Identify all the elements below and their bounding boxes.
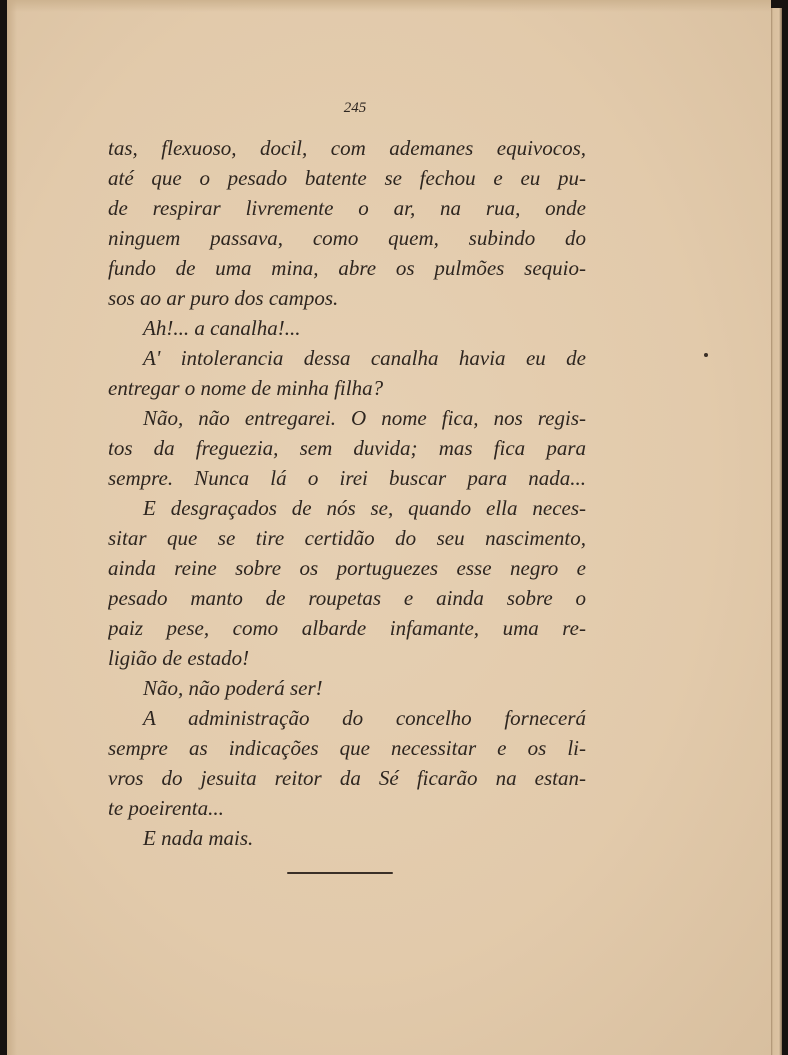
manuscript-line: sempre as indicações que necessitar e os li- — [108, 736, 586, 760]
manuscript-line: ninguem passava, como quem, subindo do — [108, 226, 586, 250]
manuscript-line: Ah!... a canalha!... — [143, 316, 301, 340]
manuscript-line: de respirar livremente o ar, na rua, onde — [108, 196, 586, 220]
manuscript-line: até que o pesado batente se fechou e eu pu- — [108, 166, 586, 190]
ink-speck — [704, 353, 708, 357]
manuscript-line: te poeirenta... — [108, 796, 224, 820]
manuscript-line: E desgraçados de nós se, quando ella neces- — [143, 496, 586, 520]
closing-divider-line — [287, 872, 393, 874]
manuscript-line: vros do jesuita reitor da Sé ficarão na estan- — [108, 766, 586, 790]
manuscript-line: entregar o nome de minha filha? — [108, 376, 384, 400]
manuscript-line: paiz pese, como albarde infamante, uma re- — [108, 616, 586, 640]
paper-left-shadow — [7, 0, 17, 1055]
next-page-edge — [771, 8, 782, 1055]
manuscript-line: sos ao ar puro dos campos. — [108, 286, 339, 310]
manuscript-line: Não, não entregarei. O nome fica, nos regis- — [143, 406, 586, 430]
manuscript-line: sitar que se tire certidão do seu nascimento, — [108, 526, 586, 550]
page-number: 245 — [343, 100, 367, 116]
manuscript-line: tas, flexuoso, docil, com ademanes equivocos, — [108, 136, 586, 160]
manuscript-line: A' intolerancia dessa canalha havia eu de — [143, 346, 586, 370]
manuscript-line: fundo de uma mina, abre os pulmões sequio- — [108, 256, 586, 280]
manuscript-text — [108, 133, 586, 853]
manuscript-line: E nada mais. — [143, 826, 254, 850]
manuscript-line: tos da freguezia, sem duvida; mas fica para — [108, 436, 586, 460]
manuscript-line: A administração do concelho fornecerá — [143, 706, 586, 730]
manuscript-line: ligião de estado! — [108, 646, 250, 670]
manuscript-line: sempre. Nunca lá o irei buscar para nada... — [108, 466, 586, 490]
manuscript-line: ainda reine sobre os portuguezes esse negro e — [108, 556, 586, 580]
paper-top-shadow — [7, 0, 771, 12]
manuscript-line: pesado manto de roupetas e ainda sobre o — [108, 586, 586, 610]
manuscript-line: Não, não poderá ser! — [143, 676, 323, 700]
